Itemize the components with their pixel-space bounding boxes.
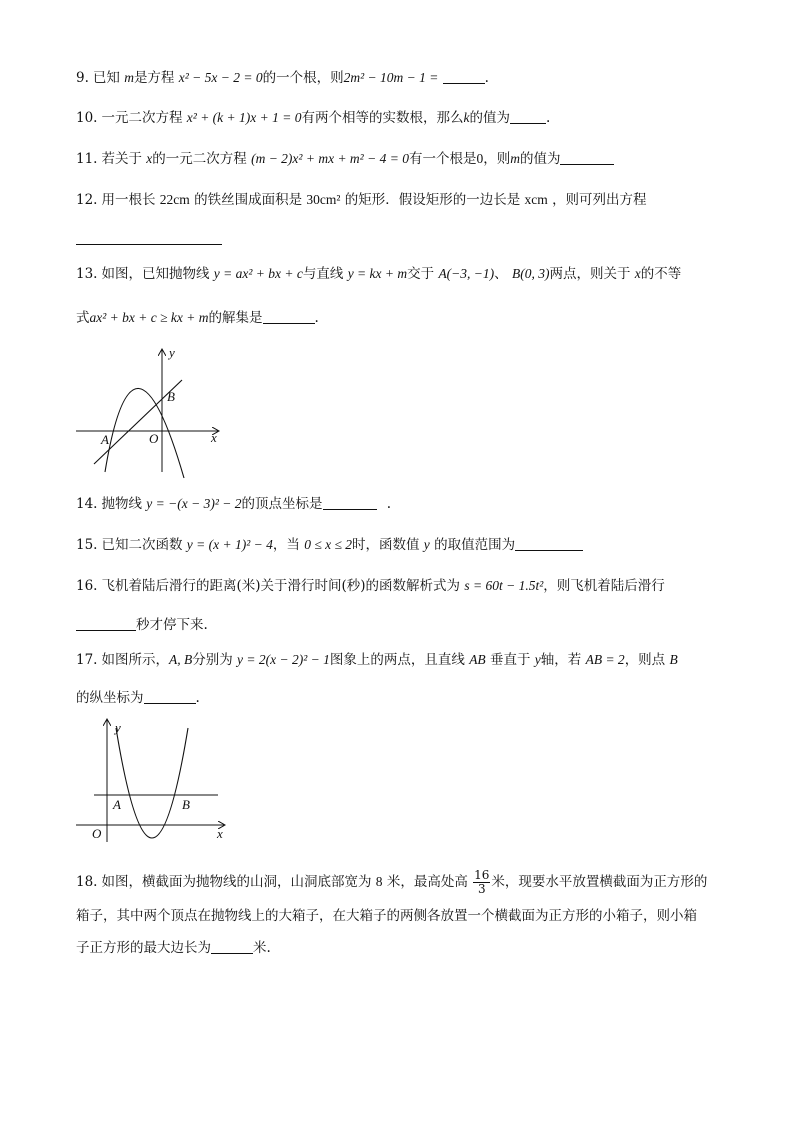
question-17: 17. 如图所示，A, B分别为 y = 2(x − 2)² − 1图象上的两点，且直线 AB 垂直于 y轴，若 AB = 2，则点 B xyxy=(76,652,678,668)
point-A-label: A xyxy=(101,432,109,447)
parabola-curve xyxy=(116,728,188,838)
q14-equation: y = −(x − 3)² − 2 xyxy=(146,496,242,511)
answer-blank[interactable] xyxy=(76,230,222,245)
answer-blank[interactable] xyxy=(76,616,136,631)
q13-line: y = kx + m xyxy=(347,266,408,281)
answer-blank[interactable] xyxy=(323,495,377,510)
question-12-answer-line xyxy=(76,229,726,249)
question-18-line2: 箱子，其中两个顶点在抛物线上的大箱子，在大箱子的两侧各放置一个横截面为正方形的小箱子，则小箱 xyxy=(76,908,697,924)
q9-expression: 2m² − 10m − 1 = xyxy=(343,70,439,85)
question-12: 12. 用一根长 22cm 的铁丝围成面积是 30cm² 的矩形．假设矩形的一边长是 xcm ，则可列出方程 xyxy=(76,192,647,208)
x-axis-label: x xyxy=(217,826,223,841)
origin-label: O xyxy=(149,431,159,446)
figure-parabola-line xyxy=(72,340,232,480)
question-10: 10. 一元二次方程 x² + (k + 1)x + 1 = 0有两个相等的实数根，那么k的值为 . xyxy=(76,110,551,126)
y-axis-label: y xyxy=(169,345,175,360)
fraction-16-3: $\frac{16}{3}$ xyxy=(474,868,490,896)
question-16-cont: 秒才停下来. xyxy=(76,615,726,635)
question-9: 9. 已知 m是方程 x² − 5x − 2 = 0的一个根，则2m² − 10m − 1 = . xyxy=(76,70,489,86)
answer-blank[interactable] xyxy=(211,939,253,954)
question-15: 15. 已知二次函数 y = (x + 1)² − 4，当 0 ≤ x ≤ 2时，函数值 y 的取值范围为 xyxy=(76,535,726,555)
question-16: 16. 飞机着陆后滑行的距离(米)关于滑行时间(秒)的函数解析式为 s = 60t − 1.5t²，则飞机着陆后滑行 xyxy=(76,578,665,594)
answer-blank[interactable] xyxy=(263,309,315,324)
answer-blank[interactable] xyxy=(443,69,485,84)
point-B-label: B xyxy=(167,389,175,404)
answer-blank[interactable] xyxy=(560,150,614,165)
q16-equation: s = 60t − 1.5t² xyxy=(464,578,544,593)
question-13: 13. 如图，已知抛物线 y = ax² + bx + c与直线 y = kx + m交于 A(−3, −1)、 B(0, 3)两点，则关于 x的不等 xyxy=(76,266,682,282)
question-18-line3: 子正方形的最大边长为 米. xyxy=(76,940,271,956)
q9-equation: x² − 5x − 2 = 0 xyxy=(178,70,263,85)
q17-equation: y = 2(x − 2)² − 1 xyxy=(237,652,330,667)
question-13-cont: 式ax² + bx + c ≥ kx + m的解集是 . xyxy=(76,310,319,326)
question-11: 11. 若关于 x的一元二次方程 (m − 2)x² + mx + m² − 4 = 0有一个根是0，则m的值为 xyxy=(76,149,726,169)
answer-blank[interactable] xyxy=(510,109,546,124)
point-B-label: B xyxy=(182,797,190,812)
y-axis-label: y xyxy=(115,720,121,735)
question-18: 18. 如图，横截面为抛物线的山洞，山洞底部宽为 8 米，最高处高 $\frac{16}{3}$ 米，现要水平放置横截面为正方形的 xyxy=(76,868,708,896)
figure-parabola-horizontal-line xyxy=(72,716,232,846)
point-A-label: A xyxy=(113,797,121,812)
question-14: 14. 抛物线 y = −(x − 3)² − 2的顶点坐标是 . xyxy=(76,496,392,512)
q13-parabola: y = ax² + bx + c xyxy=(213,266,303,281)
q11-equation: (m − 2)x² + mx + m² − 4 = 0 xyxy=(251,151,409,166)
answer-blank[interactable] xyxy=(144,689,196,704)
q15-equation: y = (x + 1)² − 4 xyxy=(186,537,273,552)
origin-label: O xyxy=(92,826,102,841)
q13-inequality: ax² + bx + c ≥ kx + m xyxy=(89,310,209,325)
x-axis-label: x xyxy=(211,430,217,445)
answer-blank[interactable] xyxy=(515,536,583,551)
q10-equation: x² + (k + 1)x + 1 = 0 xyxy=(186,110,302,125)
question-17-cont: 的纵坐标为 . xyxy=(76,690,200,706)
